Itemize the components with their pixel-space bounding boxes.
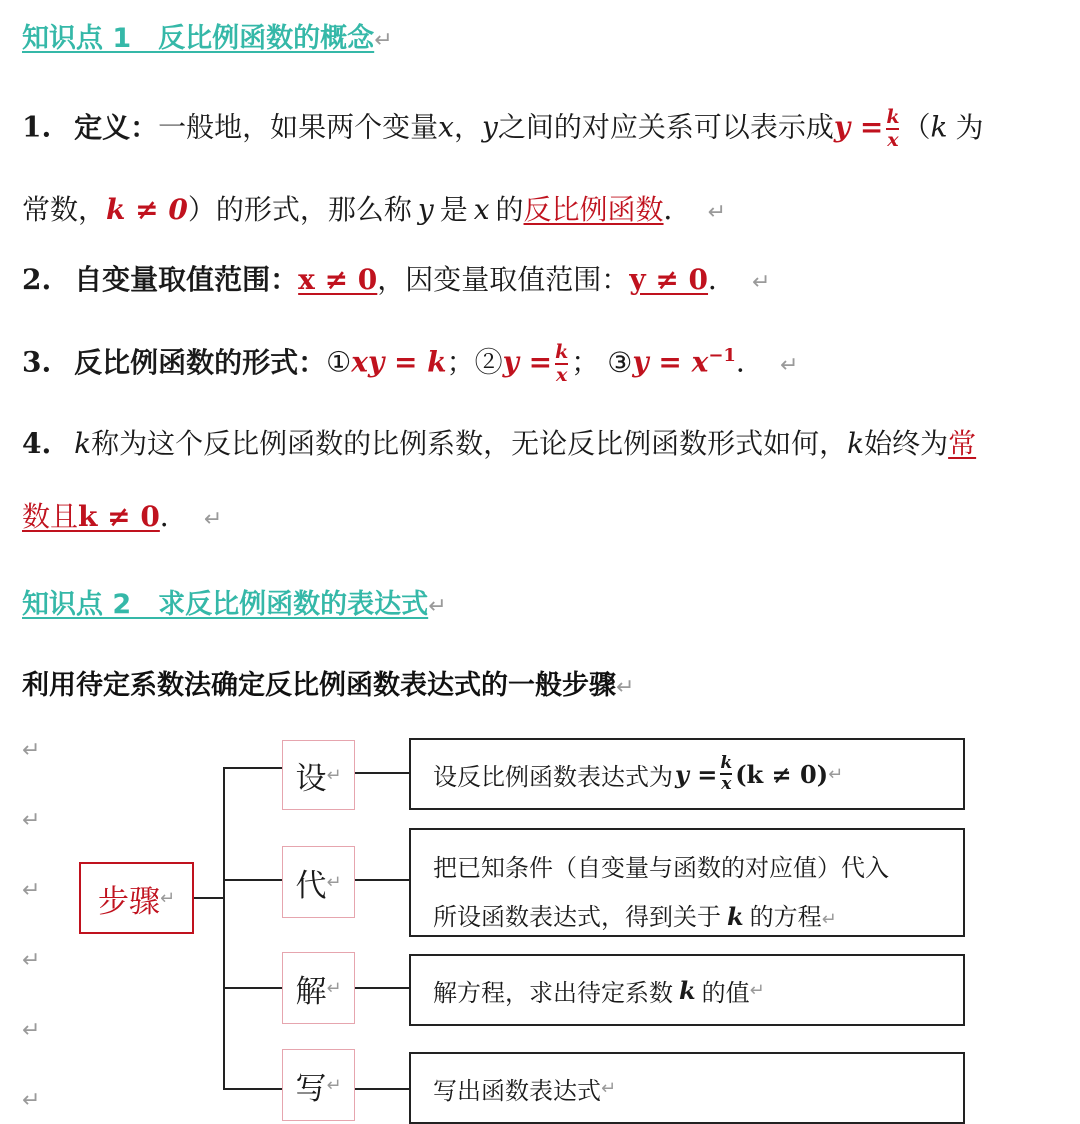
item-3-number: 3.	[22, 345, 52, 379]
semicolon: ；	[571, 345, 600, 379]
var-k: k	[74, 427, 92, 460]
return-mark-icon: ↵	[159, 887, 176, 909]
return-mark-icon: ↵	[828, 763, 844, 785]
link-line	[355, 879, 410, 881]
fraction-k-over-x	[886, 108, 899, 150]
step-desc-text: 的方程	[749, 903, 822, 931]
item-4-text: 称为这个反比例函数的比例系数，无论反比例函数形式如何，	[91, 427, 848, 460]
var-k: k	[847, 427, 865, 460]
return-mark-icon: ↵	[326, 764, 342, 786]
item-2-label: 自变量取值范围：	[74, 263, 299, 296]
return-mark-icon: ↵	[326, 1074, 342, 1096]
return-mark-icon: ↵	[22, 808, 41, 833]
link-line	[355, 987, 410, 989]
return-mark-icon: ↵	[821, 909, 837, 930]
step-desc-she	[409, 738, 965, 810]
item-1-text-2: 之间的对应关系可以表示成	[497, 110, 834, 144]
section-1-heading	[22, 16, 393, 55]
return-mark-icon: ↵	[779, 352, 799, 378]
formula-y-equals: y =	[833, 110, 884, 144]
semicolon: ；	[446, 345, 475, 379]
item-1-line-1	[22, 108, 983, 150]
var-y: y	[481, 110, 498, 144]
step-key: 写	[295, 1070, 327, 1107]
return-mark-icon: ↵	[749, 979, 765, 1001]
step-desc-text: 的值	[701, 978, 750, 1007]
frac-numerator: k	[720, 753, 733, 773]
section-2-subtitle	[22, 663, 634, 702]
condition-k-ne-0: k ≠ 0	[106, 193, 188, 226]
formula-y-equals: y =	[675, 759, 718, 789]
return-mark-icon: ↵	[326, 871, 342, 893]
item-4-line-2	[22, 500, 223, 533]
condition-k-ne-0: (k ≠ 0)	[735, 759, 829, 789]
item-4-line-1	[22, 427, 977, 460]
connector-line	[194, 897, 224, 899]
branch-line	[223, 987, 282, 989]
section-2-heading	[22, 582, 447, 621]
formula-xy-k: xy = k	[351, 345, 447, 379]
item-4-text-2: 始终为	[864, 427, 949, 460]
step-box-dai	[282, 846, 355, 918]
item-2-text: ，因变量取值范围：	[377, 263, 630, 296]
item-1-label: 定义：	[74, 110, 159, 144]
return-mark-icon: ↵	[22, 1088, 41, 1113]
var-k: k	[930, 110, 948, 144]
return-mark-icon: ↵	[616, 675, 635, 700]
frac-denominator: x	[887, 129, 899, 151]
period: ．	[708, 263, 737, 296]
text-form: ）的形式，那么称	[187, 193, 412, 226]
step-desc-xie	[409, 1052, 965, 1124]
comma: ，	[453, 110, 482, 144]
circled-3: ③	[607, 345, 633, 379]
section-2-title: 知识点 2 求反比例函数的表达式	[22, 589, 429, 620]
return-mark-icon: ↵	[601, 1077, 617, 1099]
root-steps-box	[79, 862, 194, 934]
item-1-line-2	[22, 193, 726, 226]
return-mark-icon: ↵	[22, 948, 41, 973]
frac-denominator: x	[721, 774, 732, 794]
step-desc-text: 设反比例函数表达式为	[433, 762, 673, 791]
return-mark-icon: ↵	[428, 594, 447, 619]
return-mark-icon: ↵	[326, 977, 342, 999]
text-de: 的	[495, 193, 524, 226]
frac-denominator: x	[556, 364, 568, 386]
text-shi: 是	[439, 193, 468, 226]
step-desc-text: 写出函数表达式	[433, 1076, 601, 1105]
link-line	[355, 772, 410, 774]
x-condition: x ≠ 0	[298, 263, 378, 296]
paren-open: （	[902, 110, 931, 144]
item-2-number: 2.	[22, 263, 52, 296]
trunk-line	[223, 767, 225, 1090]
period: ．	[663, 193, 692, 226]
y-condition: y ≠ 0	[629, 263, 709, 296]
step-box-she	[282, 740, 355, 810]
var-k: k	[679, 975, 696, 1005]
return-mark-icon: ↵	[203, 507, 223, 532]
step-desc-line-1: 把已知条件（自变量与函数的对应值）代入	[433, 854, 889, 882]
item-1-text: 一般地，如果两个变量	[158, 110, 439, 144]
return-mark-icon: ↵	[374, 28, 393, 53]
step-key: 设	[295, 760, 327, 797]
frac-numerator: k	[555, 341, 569, 363]
step-key: 解	[295, 973, 327, 1010]
step-desc-jie	[409, 954, 965, 1026]
step-desc-line-2	[433, 897, 963, 932]
item-3-label: 反比例函数的形式：	[74, 345, 327, 379]
subtitle-text: 利用待定系数法确定反比例函数表达式的一般步骤	[22, 670, 616, 701]
branch-line	[223, 1088, 282, 1090]
step-desc-text: 解方程，求出待定系数	[433, 978, 673, 1007]
return-mark-icon: ↵	[752, 270, 771, 295]
step-key: 代	[295, 867, 327, 904]
fraction-k-over-x	[720, 755, 732, 793]
step-box-jie	[282, 952, 355, 1024]
period: ．	[735, 345, 764, 379]
var-x: x	[473, 193, 490, 226]
return-mark-icon: ↵	[707, 200, 726, 225]
return-mark-icon: ↵	[22, 738, 41, 763]
circled-2: ②	[474, 345, 503, 379]
step-box-xie	[282, 1049, 355, 1121]
var-x: x	[438, 110, 454, 144]
item-4-number: 4.	[22, 427, 52, 460]
item-3	[22, 343, 798, 385]
underlined-condition: k ≠ 0	[78, 500, 160, 533]
branch-line	[223, 879, 282, 881]
underlined-text: 数且	[22, 500, 79, 533]
formula-y-equals: y =	[502, 345, 553, 379]
exponent: −1	[708, 345, 736, 367]
step-desc-dai	[409, 828, 965, 937]
var-k: k	[727, 902, 744, 931]
var-y: y	[417, 193, 434, 226]
text-changshu: 常数，	[22, 193, 107, 226]
formula-y-x-inverse: y = x	[632, 345, 709, 379]
fraction-k-over-x	[555, 343, 568, 385]
frac-numerator: k	[886, 106, 900, 128]
underlined-chang: 常	[948, 427, 977, 460]
link-line	[355, 1088, 410, 1090]
circled-1: ①	[326, 345, 352, 379]
term-inverse-function: 反比例函数	[523, 193, 664, 226]
text-wei: 为	[955, 110, 984, 144]
period: ．	[159, 500, 188, 533]
item-2	[22, 263, 771, 296]
section-1-title: 知识点 1 反比例函数的概念	[22, 23, 375, 54]
return-mark-icon: ↵	[22, 1018, 41, 1043]
root-label: 步骤	[97, 883, 160, 920]
item-1-number: 1.	[22, 110, 52, 144]
return-mark-icon: ↵	[22, 878, 41, 903]
branch-line	[223, 767, 282, 769]
step-desc-text: 所设函数表达式，得到关于	[433, 903, 721, 931]
